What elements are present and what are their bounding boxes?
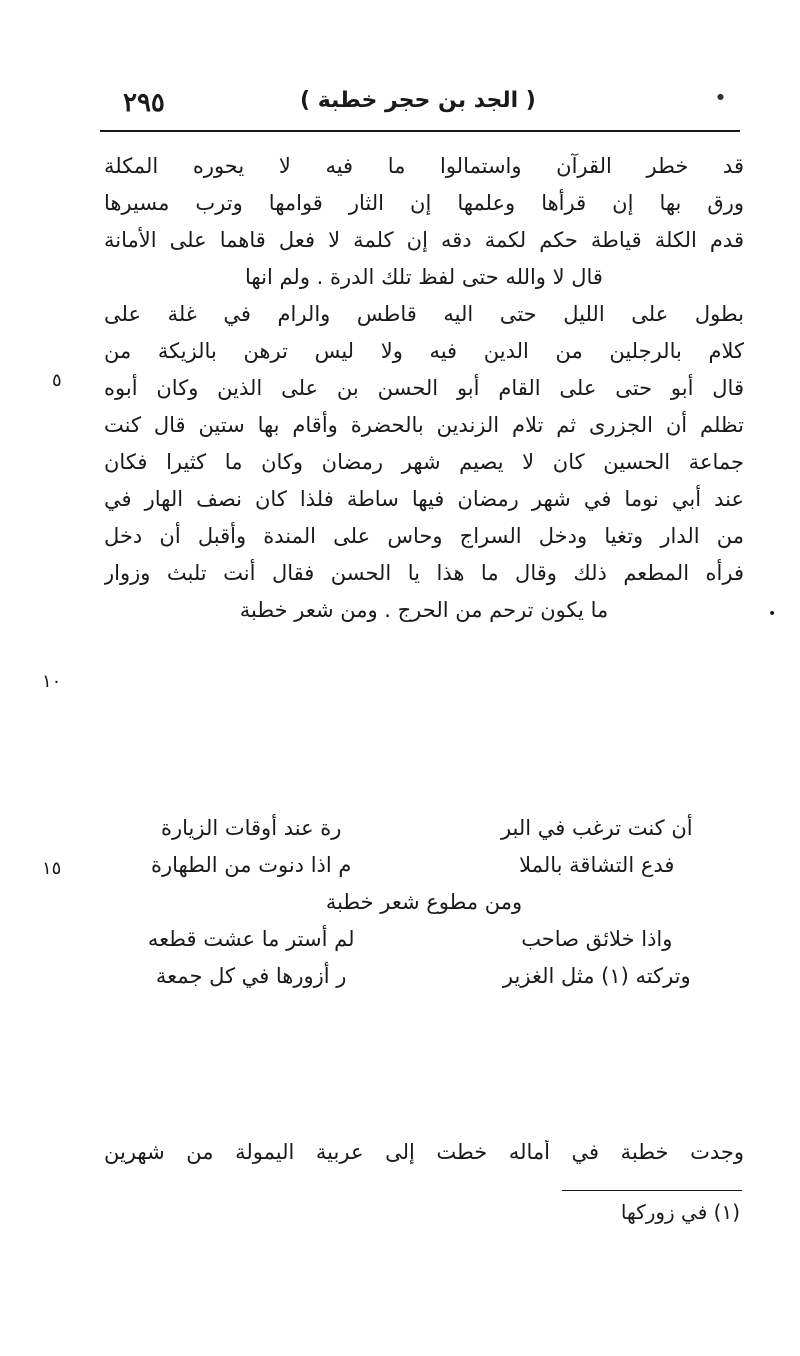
- poem-hemistich-right: واذا خلائق صاحب: [521, 927, 673, 951]
- margin-bullet-icon: •: [768, 606, 777, 622]
- poem-verse: [104, 921, 744, 958]
- text-line: قال أبو حتى على القام أبو الحسن بن على الذين وكان أبوه: [104, 376, 744, 400]
- text-line: جماعة الحسين كان لا يصيم شهر رمضان وكان ما كثيرا فكان: [104, 450, 744, 474]
- text-line: قال لا والله حتى لفظ تلك الدرة . ولم انها: [245, 265, 603, 289]
- poem-hemistich-right: أن كنت ترغب في البر: [500, 816, 693, 840]
- footnote-rule: [562, 1190, 742, 1191]
- text-line: ورق بها إن قرأها وعلمها إن الثار قوامها وترب مسيرها: [104, 191, 744, 215]
- poem-verse: [104, 958, 744, 995]
- text-line: ما يكون ترحم من الحرج . ومن شعر خطبة: [239, 598, 609, 622]
- margin-line-number: ١٥: [42, 858, 62, 879]
- poem-hemistich-right: وتركته (١) مثل الغزير: [502, 964, 691, 988]
- poem-hemistich-left: ر أزورها في كل جمعة: [155, 964, 347, 988]
- poem: [104, 810, 744, 995]
- poem-verse: [104, 810, 744, 847]
- text-line: كلام بالرجلين من الدين فيه ولا ليس ترهن بالزيكة من: [104, 339, 744, 363]
- poem-hemistich-right: فدع التشاقة بالملا: [519, 853, 675, 877]
- page-header: [95, 88, 735, 128]
- text-line: قدم الكلة قياطة حكم لكمة دقه إن كلمة لا فعل قاهما على الأمانة: [104, 228, 744, 252]
- page-number: ٢٩٥: [123, 88, 165, 118]
- footnote: (١) في زوركها: [620, 1200, 740, 1224]
- poem-verse: [104, 847, 744, 884]
- poem-hemistich-left: لم أستر ما عشت قطعه: [147, 927, 355, 951]
- header-rule: [100, 130, 740, 132]
- poem-hemistich-left: م اذا دنوت من الطهارة: [150, 853, 352, 877]
- poem-hemistich-left: رة عند أوقات الزيارة: [160, 816, 342, 840]
- ornament-dot-icon: ●: [717, 92, 724, 101]
- text-line: من الدار وتغيا ودخل السراج وحاس على المندة وأقبل أن دخل: [104, 524, 744, 548]
- poem-intro: ومن مطوع شعر خطبة: [325, 890, 523, 914]
- text-line: فرأه المطعم ذلك وقال ما هذا يا الحسن فقال أنت تلبث وزوار: [104, 561, 744, 585]
- text-line: تظلم أن الجزرى ثم تلام الزندين بالحضرة وأقام بها ستين قال كنت: [104, 413, 744, 437]
- running-title: ( الجد بن حجر خطبة ): [300, 88, 536, 113]
- closing-line: وجدت خطبة في أماله خطت إلى عربية اليمولة من شهرين: [104, 1140, 744, 1164]
- text-line: عند أبي نوما في شهر رمضان فيها ساطة فلذا كان نصف الهار في: [104, 487, 744, 511]
- text-line: قد خطر القرآن واستمالوا ما فيه لا يحوره المكلة: [104, 154, 744, 178]
- margin-line-number: ١٠: [42, 671, 62, 692]
- text-line: بطول على الليل حتى اليه قاطس والرام في غلة على: [104, 302, 744, 326]
- margin-line-number: ٥: [52, 370, 62, 391]
- body-text: [104, 148, 744, 629]
